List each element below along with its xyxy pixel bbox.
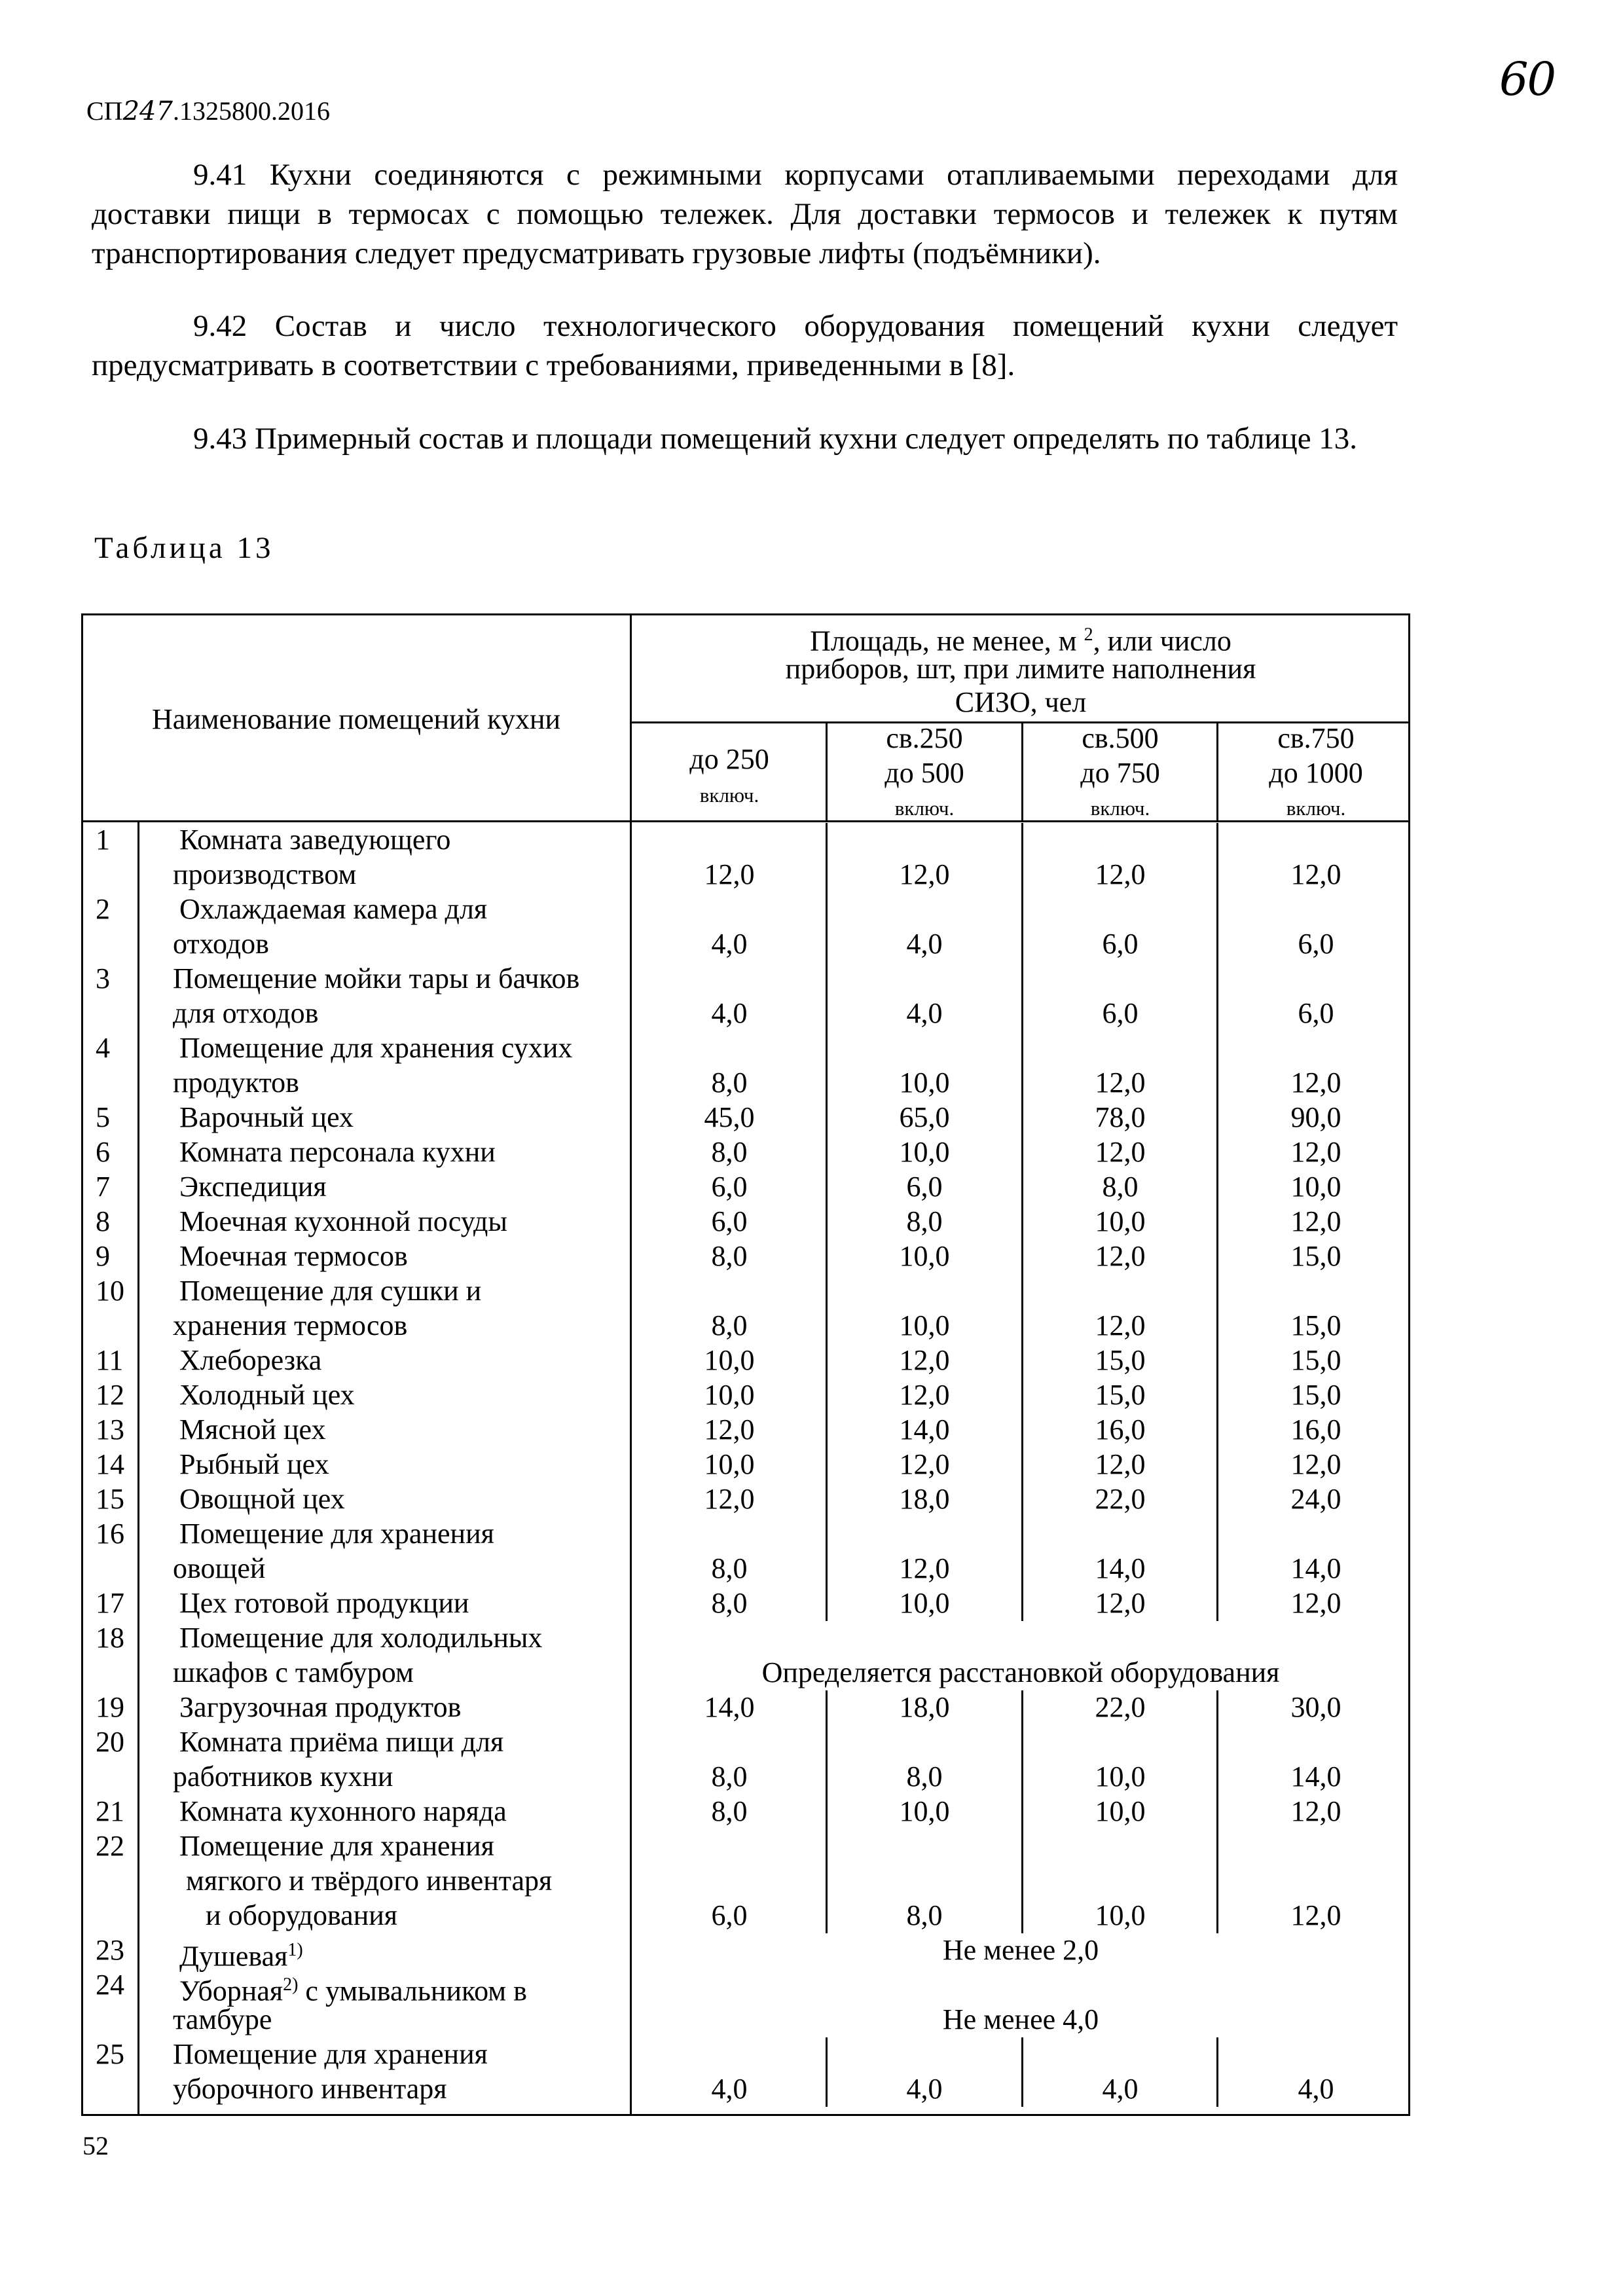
room-name-line: Комната заведующего bbox=[179, 824, 451, 856]
row-number: 9 bbox=[96, 1240, 110, 1272]
room-name-line: овощей bbox=[173, 1552, 266, 1584]
room-name-line: Холодный цех bbox=[179, 1379, 355, 1411]
row-number: 8 bbox=[96, 1205, 110, 1237]
value-column-divider bbox=[1216, 1448, 1218, 1482]
room-name-line: Мясной цех bbox=[179, 1413, 326, 1446]
area-value: 12,0 bbox=[1290, 1136, 1341, 1168]
area-value: 8,0 bbox=[906, 1899, 943, 1931]
value-column-divider bbox=[826, 1413, 828, 1448]
area-value: 4,0 bbox=[906, 2073, 943, 2105]
value-column-divider bbox=[826, 1170, 828, 1205]
room-name-line: тамбуре bbox=[173, 2003, 272, 2035]
number-column-divider bbox=[137, 822, 139, 2114]
row-number: 18 bbox=[96, 1622, 124, 1654]
value-column-divider bbox=[1216, 1274, 1218, 1343]
area-value: 16,0 bbox=[1095, 1413, 1146, 1446]
area-value: 8,0 bbox=[711, 1760, 748, 1793]
area-value: 6,0 bbox=[711, 1205, 748, 1237]
header-col-3-line2: до 750 bbox=[1080, 757, 1160, 789]
area-value: 15,0 bbox=[1095, 1379, 1146, 1411]
row-number: 5 bbox=[96, 1101, 110, 1133]
room-name-line: Помещение для хранения bbox=[179, 1518, 494, 1550]
value-column-divider bbox=[1021, 1274, 1023, 1343]
value-column-divider bbox=[1216, 1413, 1218, 1448]
value-column-divider bbox=[1216, 1517, 1218, 1586]
value-column-divider bbox=[1021, 892, 1023, 962]
value-column-divider bbox=[1021, 823, 1023, 892]
area-value: 65,0 bbox=[899, 1101, 950, 1133]
header-col-1-line1: до 250 bbox=[689, 743, 769, 775]
value-column-divider bbox=[1216, 1101, 1218, 1135]
area-value: 16,0 bbox=[1290, 1413, 1341, 1446]
area-value: 12,0 bbox=[1290, 1205, 1341, 1237]
value-column-divider bbox=[826, 1517, 828, 1586]
area-value: 12,0 bbox=[1095, 1136, 1146, 1168]
value-column-divider bbox=[1216, 1170, 1218, 1205]
value-column-divider bbox=[1021, 1829, 1023, 1933]
header-divider-vertical bbox=[630, 613, 632, 822]
area-value: 8,0 bbox=[906, 1205, 943, 1237]
row-number: 13 bbox=[96, 1413, 124, 1446]
area-value: 14,0 bbox=[899, 1413, 950, 1446]
area-value: 12,0 bbox=[1290, 1587, 1341, 1619]
area-value: 8,0 bbox=[711, 1240, 748, 1272]
area-value: 90,0 bbox=[1290, 1101, 1341, 1133]
area-value: 18,0 bbox=[899, 1691, 950, 1723]
area-value: 12,0 bbox=[899, 1552, 950, 1584]
value-column-divider bbox=[1216, 1239, 1218, 1274]
merged-value: Не менее 4,0 bbox=[942, 2003, 1099, 2035]
value-column-divider bbox=[1021, 1517, 1023, 1586]
area-value: 8,0 bbox=[711, 1552, 748, 1584]
name-column-divider bbox=[630, 822, 632, 2114]
merged-value: Определяется расстановкой оборудования bbox=[761, 1656, 1280, 1688]
room-name-line: Загрузочная продуктов bbox=[179, 1691, 462, 1723]
row-number: 15 bbox=[96, 1483, 124, 1515]
value-column-divider bbox=[826, 1725, 828, 1795]
row-number: 20 bbox=[96, 1726, 124, 1758]
row-number: 14 bbox=[96, 1448, 124, 1480]
value-column-divider bbox=[1021, 1170, 1023, 1205]
value-column-divider bbox=[826, 1448, 828, 1482]
row-number: 21 bbox=[96, 1795, 124, 1827]
header-col-divider-2 bbox=[826, 721, 828, 822]
value-column-divider bbox=[826, 1690, 828, 1725]
room-name-line: Моечная кухонной посуды bbox=[179, 1205, 507, 1237]
header-col-3-line1: св.500 bbox=[1082, 722, 1159, 754]
value-column-divider bbox=[1216, 2037, 1218, 2107]
area-value: 12,0 bbox=[704, 1483, 755, 1515]
area-value: 12,0 bbox=[1095, 1066, 1146, 1099]
area-value: 15,0 bbox=[1290, 1344, 1341, 1376]
value-column-divider bbox=[1216, 962, 1218, 1031]
area-value: 10,0 bbox=[704, 1344, 755, 1376]
rooms-area-table bbox=[81, 613, 1410, 2116]
room-name-line: Цех готовой продукции bbox=[179, 1587, 469, 1619]
room-name-line: Охлаждаемая камера для bbox=[179, 893, 488, 925]
area-value: 6,0 bbox=[711, 1171, 748, 1203]
area-value: 4,0 bbox=[711, 2073, 748, 2105]
area-value: 6,0 bbox=[1102, 928, 1139, 960]
value-column-divider bbox=[826, 1378, 828, 1413]
value-column-divider bbox=[826, 892, 828, 962]
value-column-divider bbox=[826, 1205, 828, 1239]
area-value: 15,0 bbox=[1290, 1309, 1341, 1341]
area-value: 8,0 bbox=[711, 1587, 748, 1619]
value-column-divider bbox=[826, 1482, 828, 1517]
value-column-divider bbox=[1216, 1690, 1218, 1725]
area-value: 12,0 bbox=[899, 1344, 950, 1376]
room-name-text: Душевая bbox=[179, 1940, 288, 1973]
header-col-3-line3: включ. bbox=[1090, 797, 1150, 820]
area-value: 12,0 bbox=[1290, 1899, 1341, 1931]
room-name-line: Комната персонала кухни bbox=[179, 1136, 496, 1168]
value-column-divider bbox=[826, 1795, 828, 1829]
value-column-divider bbox=[1216, 1725, 1218, 1795]
value-column-divider bbox=[1021, 1725, 1023, 1795]
paragraph-9-42: 9.42 Состав и число технологического оборудования помещений кухни следует предусматривать в соответствии с требованиями, приведенными в [8]. bbox=[92, 309, 1398, 382]
value-column-divider bbox=[1216, 1205, 1218, 1239]
room-name-line: шкафов с тамбуром bbox=[173, 1656, 414, 1688]
area-value: 12,0 bbox=[1095, 1240, 1146, 1272]
area-value: 15,0 bbox=[1290, 1240, 1341, 1272]
header-bottom-rule bbox=[81, 820, 1410, 822]
room-name-line: Хлеборезка bbox=[179, 1344, 322, 1376]
area-value: 18,0 bbox=[899, 1483, 950, 1515]
room-name-line: Помещение для холодильных bbox=[179, 1622, 543, 1654]
value-column-divider bbox=[1021, 1448, 1023, 1482]
area-value: 14,0 bbox=[1095, 1552, 1146, 1584]
value-column-divider bbox=[1216, 1482, 1218, 1517]
value-column-divider bbox=[1021, 1586, 1023, 1621]
header-col-4-line1: св.750 bbox=[1277, 722, 1355, 754]
room-name-line: Помещение для хранения bbox=[173, 2038, 488, 2070]
value-column-divider bbox=[1021, 1413, 1023, 1448]
row-number: 10 bbox=[96, 1275, 124, 1307]
value-column-divider bbox=[1021, 1795, 1023, 1829]
value-column-divider bbox=[826, 2037, 828, 2107]
header-room-name: Наименование помещений кухни bbox=[151, 703, 561, 735]
header-area-line2: приборов, шт, при лимите наполнения bbox=[785, 653, 1256, 685]
value-column-divider bbox=[1021, 1135, 1023, 1170]
area-value: 12,0 bbox=[1290, 858, 1341, 890]
value-column-divider bbox=[826, 823, 828, 892]
area-value: 4,0 bbox=[711, 997, 748, 1029]
row-number: 23 bbox=[96, 1934, 124, 1966]
value-column-divider bbox=[1216, 892, 1218, 962]
area-value: 12,0 bbox=[1095, 858, 1146, 890]
value-column-divider bbox=[826, 1586, 828, 1621]
room-name-line: Экспедиция bbox=[179, 1171, 327, 1203]
area-value: 12,0 bbox=[1290, 1448, 1341, 1480]
area-value: 10,0 bbox=[899, 1309, 950, 1341]
area-value: 10,0 bbox=[1095, 1760, 1146, 1793]
value-column-divider bbox=[1216, 1343, 1218, 1378]
value-column-divider bbox=[826, 1101, 828, 1135]
room-name-line: мягкого и твёрдого инвентаря bbox=[186, 1865, 553, 1897]
room-name-line: продуктов bbox=[173, 1066, 299, 1099]
area-value: 12,0 bbox=[1290, 1066, 1341, 1099]
room-name-line: хранения термосов bbox=[173, 1309, 408, 1341]
header-col-2-line2: до 500 bbox=[884, 757, 964, 789]
area-value: 14,0 bbox=[1290, 1552, 1341, 1584]
area-value: 12,0 bbox=[899, 1379, 950, 1411]
area-value: 10,0 bbox=[704, 1379, 755, 1411]
area-value: 6,0 bbox=[1298, 997, 1334, 1029]
header-col-divider-3 bbox=[1021, 721, 1023, 822]
value-column-divider bbox=[1021, 1482, 1023, 1517]
value-column-divider bbox=[1216, 823, 1218, 892]
room-name-line: для отходов bbox=[173, 997, 319, 1029]
area-value: 4,0 bbox=[906, 997, 943, 1029]
value-column-divider bbox=[826, 1031, 828, 1101]
value-column-divider bbox=[1216, 1795, 1218, 1829]
value-column-divider bbox=[826, 1239, 828, 1274]
area-value: 8,0 bbox=[711, 1795, 748, 1827]
value-column-divider bbox=[826, 1135, 828, 1170]
area-value: 8,0 bbox=[906, 1760, 943, 1793]
header-col-4-line2: до 1000 bbox=[1269, 757, 1363, 789]
area-value: 12,0 bbox=[704, 858, 755, 890]
area-value: 12,0 bbox=[1095, 1448, 1146, 1480]
header-col-2-line3: включ. bbox=[894, 797, 955, 820]
area-value: 30,0 bbox=[1290, 1691, 1341, 1723]
area-value: 12,0 bbox=[1095, 1587, 1146, 1619]
area-value: 45,0 bbox=[704, 1101, 755, 1133]
area-value: 12,0 bbox=[704, 1413, 755, 1446]
header-col-divider-4 bbox=[1216, 721, 1218, 822]
header-col-4-line3: включ. bbox=[1286, 797, 1346, 820]
room-name-text: Уборная bbox=[179, 1975, 283, 2007]
room-name-line: Овощной цех bbox=[179, 1483, 345, 1515]
value-column-divider bbox=[1216, 1378, 1218, 1413]
room-name-line: Помещение для хранения сухих bbox=[179, 1032, 573, 1064]
room-name-line: Рыбный цех bbox=[179, 1448, 329, 1480]
area-value: 12,0 bbox=[1290, 1795, 1341, 1827]
area-value: 12,0 bbox=[899, 1448, 950, 1480]
area-value: 4,0 bbox=[1298, 2073, 1334, 2105]
value-column-divider bbox=[826, 1829, 828, 1933]
area-value: 15,0 bbox=[1095, 1344, 1146, 1376]
value-column-divider bbox=[1021, 2037, 1023, 2107]
area-value: 6,0 bbox=[906, 1171, 943, 1203]
document-code-prefix: СП bbox=[86, 96, 123, 126]
area-value: 8,0 bbox=[1102, 1171, 1139, 1203]
area-value: 10,0 bbox=[1095, 1205, 1146, 1237]
header-col-2-line1: св.250 bbox=[886, 722, 963, 754]
area-value: 10,0 bbox=[899, 1240, 950, 1272]
footnote-marker: 1) bbox=[287, 1940, 303, 1960]
footnote-marker: 2) bbox=[283, 1975, 299, 1995]
room-name-line: Варочный цех bbox=[179, 1101, 354, 1133]
area-value: 10,0 bbox=[704, 1448, 755, 1480]
area-value: 8,0 bbox=[711, 1066, 748, 1099]
area-value: 10,0 bbox=[899, 1066, 950, 1099]
area-value: 24,0 bbox=[1290, 1483, 1341, 1515]
area-value: 4,0 bbox=[711, 928, 748, 960]
room-name-line: Комната кухонного наряда bbox=[179, 1795, 507, 1827]
area-value: 6,0 bbox=[1102, 997, 1139, 1029]
row-number: 11 bbox=[96, 1344, 124, 1376]
room-name-line: Помещение для сушки и bbox=[179, 1275, 482, 1307]
table-border-top bbox=[81, 613, 1410, 615]
row-number: 3 bbox=[96, 962, 110, 994]
value-column-divider bbox=[1021, 1205, 1023, 1239]
table-border-left bbox=[81, 613, 83, 2116]
area-value: 6,0 bbox=[1298, 928, 1334, 960]
table-border-bottom bbox=[81, 2114, 1410, 2116]
room-name-line: отходов bbox=[173, 928, 269, 960]
row-number: 7 bbox=[96, 1171, 110, 1203]
value-column-divider bbox=[1021, 1101, 1023, 1135]
header-area-line1: Площадь, не менее, м $^2$, или число bbox=[810, 625, 1231, 657]
value-column-divider bbox=[1021, 1239, 1023, 1274]
value-column-divider bbox=[1216, 1829, 1218, 1933]
row-number: 4 bbox=[96, 1032, 110, 1064]
handwritten-page-mark: 60 bbox=[1499, 52, 1556, 106]
value-column-divider bbox=[1021, 1378, 1023, 1413]
row-number: 24 bbox=[96, 1969, 124, 2001]
header-area-line3: СИЗО, чел bbox=[955, 686, 1087, 718]
area-value: 12,0 bbox=[1095, 1309, 1146, 1341]
area-value: 4,0 bbox=[1102, 2073, 1139, 2105]
value-column-divider bbox=[1021, 1031, 1023, 1101]
room-name-line: Помещение мойки тары и бачков bbox=[173, 962, 580, 994]
document-code bbox=[86, 96, 330, 126]
page-number: 52 bbox=[82, 2131, 109, 2160]
room-name-line: Комната приёма пищи для bbox=[179, 1726, 504, 1758]
area-value: 10,0 bbox=[899, 1587, 950, 1619]
area-value: 10,0 bbox=[1095, 1795, 1146, 1827]
row-number: 22 bbox=[96, 1830, 124, 1862]
value-column-divider bbox=[826, 1343, 828, 1378]
area-value: 10,0 bbox=[899, 1136, 950, 1168]
value-column-divider bbox=[826, 962, 828, 1031]
row-number: 2 bbox=[96, 893, 110, 925]
area-value: 10,0 bbox=[1095, 1899, 1146, 1931]
area-value: 10,0 bbox=[1290, 1171, 1341, 1203]
area-value: 8,0 bbox=[711, 1309, 748, 1341]
table-caption: Таблица 13 bbox=[94, 531, 274, 565]
value-column-divider bbox=[1216, 1586, 1218, 1621]
value-column-divider bbox=[826, 1274, 828, 1343]
row-number: 6 bbox=[96, 1136, 110, 1168]
row-number: 19 bbox=[96, 1691, 124, 1723]
room-name-text-rest: с умывальником в bbox=[298, 1975, 527, 2007]
row-number: 25 bbox=[96, 2038, 124, 2070]
area-value: 6,0 bbox=[711, 1899, 748, 1931]
room-name-line: Моечная термосов bbox=[179, 1240, 408, 1272]
row-number: 16 bbox=[96, 1518, 124, 1550]
room-name-line: работников кухни bbox=[173, 1760, 393, 1793]
document-code-suffix: .1325800.2016 bbox=[172, 96, 330, 126]
paragraph-9-43: 9.43 Примерный состав и площади помещений кухни следует определять по таблице 13. bbox=[193, 422, 1358, 456]
area-value: 22,0 bbox=[1095, 1691, 1146, 1723]
room-name-line: уборочного инвентаря bbox=[173, 2073, 447, 2105]
area-value: 8,0 bbox=[711, 1136, 748, 1168]
area-value: 14,0 bbox=[1290, 1760, 1341, 1793]
value-column-divider bbox=[1216, 1135, 1218, 1170]
room-name-line: Помещение для хранения bbox=[179, 1830, 494, 1862]
area-value: 15,0 bbox=[1290, 1379, 1341, 1411]
room-name-line: и оборудования bbox=[206, 1899, 398, 1931]
row-number: 1 bbox=[96, 824, 110, 856]
area-value: 78,0 bbox=[1095, 1101, 1146, 1133]
table-border-right bbox=[1408, 613, 1410, 2116]
area-value: 14,0 bbox=[704, 1691, 755, 1723]
area-value: 22,0 bbox=[1095, 1483, 1146, 1515]
header-col-1-line3: включ. bbox=[699, 784, 759, 807]
value-column-divider bbox=[1021, 962, 1023, 1031]
row-number: 12 bbox=[96, 1379, 124, 1411]
area-value: 10,0 bbox=[899, 1795, 950, 1827]
document-code-handwritten: 247 bbox=[122, 96, 173, 126]
area-value: 12,0 bbox=[899, 858, 950, 890]
row-number: 17 bbox=[96, 1587, 124, 1619]
merged-value: Не менее 2,0 bbox=[942, 1934, 1099, 1966]
area-value: 4,0 bbox=[906, 928, 943, 960]
value-column-divider bbox=[1216, 1031, 1218, 1101]
value-column-divider bbox=[1021, 1690, 1023, 1725]
value-column-divider bbox=[1021, 1343, 1023, 1378]
room-name-line: производством bbox=[173, 858, 357, 890]
paragraph-9-41: 9.41 Кухни соединяются с режимными корпусами отапливаемыми переходами для доставки пищи в термосах с помощью тележек. Для доставки термосов и тележек к путям транспортирования следует предусматривать грузовые лифты (подъёмники). bbox=[92, 158, 1398, 270]
